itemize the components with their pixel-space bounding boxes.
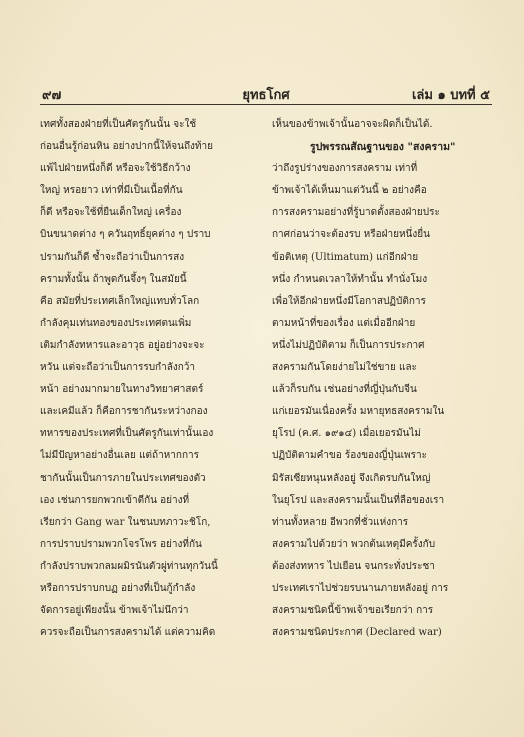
text-line: ประเทศเราไปช่วยรบนานภายหลังอยู่ การ [272, 582, 449, 594]
text-line: คือ สมัยที่ประเทศเล็กใหญ่แทบทั่วโลก [40, 295, 200, 307]
text-line: ครามทั้งนั้น ถ้าพูดกันจึ้งๆ ในสมัยนี้ [40, 273, 187, 285]
text-line: ท่านทั้งหลาย อีพวกที่ชั่วแห่งการ [272, 516, 409, 528]
text-line: ข้าพเจ้าได้เห็นมาแต่วันนี้ ๒ อย่างคือ [272, 185, 427, 197]
text-line: การปราบปรามพวกโจรโพร อย่างที่กัน [40, 538, 202, 550]
page-header [42, 84, 490, 104]
text-line: เห็นของข้าพเจ้านั้นอาจจะผิดก็เป็นได้. [272, 119, 433, 130]
text-line: ว่าถึงรูปร่างของการสงคราม เท่าที่ [272, 163, 418, 175]
section-heading: รูปพรรณสัณฐานของ "สงคราม" [310, 141, 456, 154]
page-number: ๙๗ [42, 88, 62, 103]
text-line: เพื่อให้อีกฝ่ายหนึ่งมีโอกาสปฏิบัติการ [272, 295, 426, 307]
text-line: แล้วก็รบกัน เช่นอย่างที่ญี่ปุ่นกับจีน [272, 384, 417, 396]
text-line: เอง เช่นการยกพวกเข้าตีกัน อย่างที่ [40, 494, 190, 506]
text-line: ข้อติเหตุ (Ultimatum) แก่อีกฝ่าย [272, 251, 419, 263]
text-line: สงครามไปด้วยว่า พวกต้นเหตุมีครั้งกับ [272, 538, 436, 550]
text-line: ปฏิบัติตามคำขอ ร้องของญี่ปุ่นเพราะ [272, 450, 427, 462]
text-line: หนึ่งไม่ปฏิบัติตาม ก็เป็นการประกาศ [272, 339, 425, 351]
text-line: กำลังปราบพวกลมผมิรนันตัวผู่ท่านทุกวันนี้ [40, 560, 218, 572]
text-line: ต้องส่งทหาร ไปเยือน จนกระทั่งประชา [272, 560, 435, 572]
text-line: บินขนาดต่าง ๆ ควันฤทธิ์ยุคต่าง ๆ ปราบ [40, 229, 211, 241]
text-line: ก่อนอื่นรู้ก่อนหิน อย่างปากนี้ให้จนถึงท้าย [40, 141, 214, 153]
text-line: กำลังคุมเท่นทองของประเทศตนเพิ่ม [40, 317, 192, 329]
text-line: เติมกำลังทหารและอาวุธ อยู่อย่างจะจะ [40, 339, 205, 351]
text-line: ไม่มีปัญหาอย่างอื่นเลย แต่ถ้าหากการ [40, 450, 199, 462]
text-line: หวัน แต่จะถือว่าเป็นการรบกำลังกว้า [40, 362, 196, 374]
text-line: ยุโรป (ค.ศ. ๑๙๑๔) เมื่อเยอรมันไม่ [272, 428, 421, 440]
header-rule [40, 104, 492, 105]
text-line: เรียกว่า Gang war ในชนบทภาวะชิโก, [40, 516, 211, 528]
text-line: และเคมีแล้ว ก็คือการชากันระหว่างกอง [40, 406, 208, 418]
text-line: การสงครามอย่างที่รู้บาดตั้งสองฝ่ายประ [272, 207, 440, 219]
text-line: ตามหน้าที่ของเรื่อง แต่เมื่ออีกฝ่าย [272, 317, 416, 329]
text-line: ควรจะถือเป็นการสงครามได้ แต่ความคิด [40, 627, 216, 639]
text-line: หนึ่ง กำหนดเวลาให้ทำนั้น ทำนั่งโมง [272, 273, 428, 285]
volume-chapter: เล่ม ๑ บทที่ ๕ [411, 88, 490, 103]
text-line: ชากันนั้นเป็นการภายในประเทศของตัว [40, 472, 206, 484]
text-line: สงครามชนิดประกาศ (Declared war) [272, 627, 442, 639]
text-line: หรือการปราบกบฏ อย่างที่เป็นกู้กำลัง [40, 582, 196, 594]
text-line: ใหญ่ หรอยาว เท่าที่มีเป็นเนื้อที่กัน [40, 185, 183, 197]
text-line: สงครามกันโดยง่ายไม่ใช่ขาย และ [272, 362, 417, 374]
text-line: กาศก่อนว่าจะต้องรบ หรือฝ่ายหนึ่งยื่น [272, 229, 430, 241]
text-line: หน้า อย่างมากมายในทางวิทยาศาสตร์ [40, 384, 204, 396]
right-column [272, 114, 490, 644]
text-line: แพ้ไปฝ่ายหนึ่งก็ดี หรือจะใช้วิธีกว้าง [40, 163, 191, 175]
running-title: ยุทธโกศ [242, 88, 290, 103]
text-line: ในยุโรป และสงครามนั้นเป็นที่ลือของเรา [272, 494, 445, 506]
text-line: เทศทั้งสองฝ่ายที่เป็นศัตรูกันนั้น จะใช้ [40, 119, 197, 130]
text-line: แก่เยอรมันเนื่องครั้ง มหายุทธสงครามใน [272, 406, 445, 418]
text-line: จัดการอยู่เพียงนั้น ข้าพเจ้าไม่นึกว่า [40, 605, 189, 617]
text-line: มิรัสเซียหนุนหลังอยู่ จึงเกิดรบกันใหญ่ [272, 472, 431, 484]
text-line: สงครามชนิดนี้ข้าพเจ้าขอเรียกว่า การ [272, 605, 434, 617]
text-line: ปรามกันก็ดี ซ้ำจะถือว่าเป็นการสง [40, 251, 185, 263]
text-line: ทหารของประเทศที่เป็นศัตรูกันเท่านั้นเอง [40, 428, 214, 440]
left-column [40, 114, 250, 644]
text-line: ก็ดี หรือจะใช้ที่ยืนเด็กใหญ่ เครื่อง [40, 207, 182, 219]
